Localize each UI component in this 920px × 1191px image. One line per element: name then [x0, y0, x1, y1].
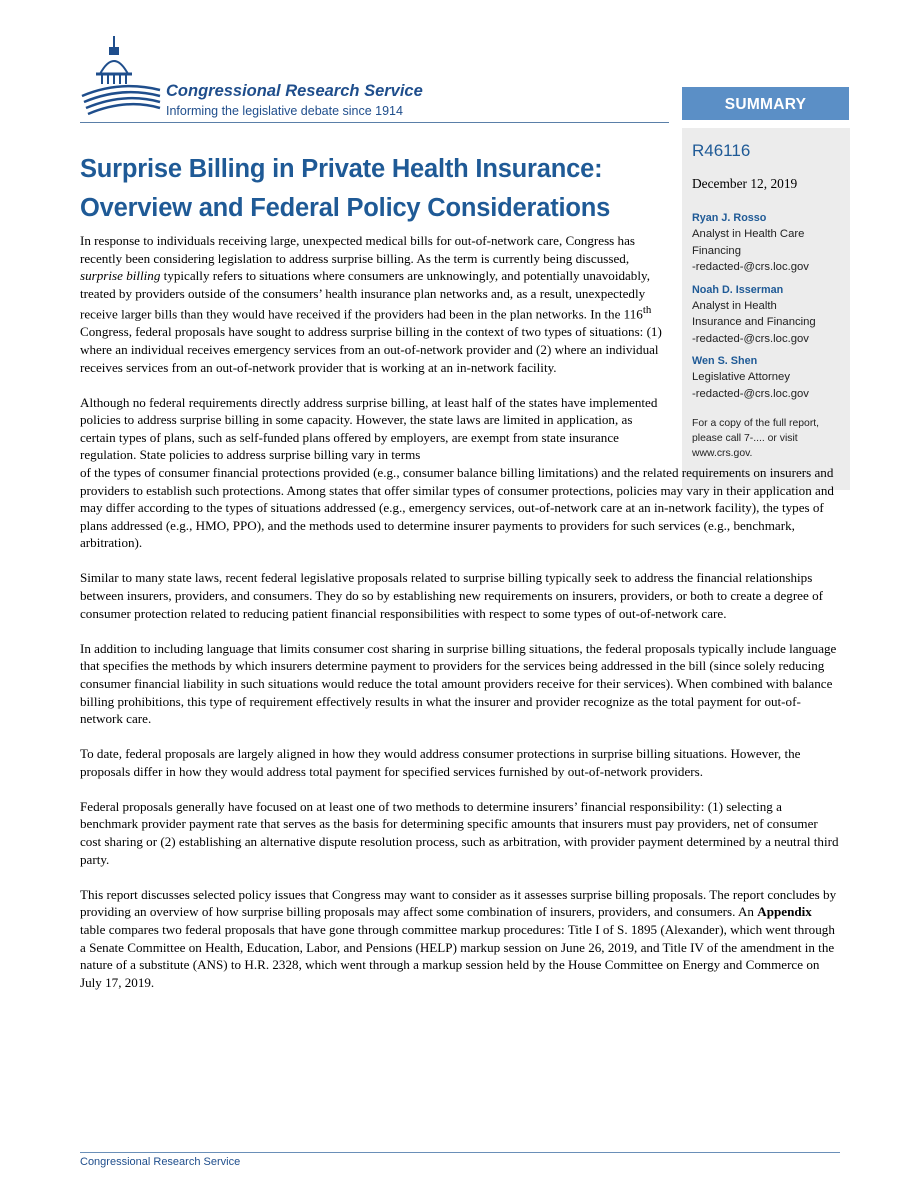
author-title: Financing	[692, 244, 741, 257]
paragraph-text: This report discusses selected policy issues that Congress may want to consider as it assesses surprise billing proposals. The report concludes by providing an overview of how surprise billing proposals may affect some combination of insurers, providers, and consumers. An	[80, 886, 837, 920]
term-emphasis: surprise billing	[80, 268, 161, 284]
author-email: -redacted-@crs.loc.gov	[692, 387, 809, 400]
summary-body	[80, 232, 840, 1009]
author-email: -redacted-@crs.loc.gov	[692, 332, 809, 345]
footer-org: Congressional Research Service	[80, 1156, 241, 1168]
paragraph-text: table compares two federal proposals that have gone through committee markup procedures: Title I of S. 1895 (Alexander), which went through a Senate Committee on Health, Education, Labor, and Pensions (HELP) markup session on June 26, 2019, and Title IV of the amendment in the nature of a substitute (ANS) to H.R. 2328, which went through a markup session held by the House Committee on Energy and Commerce on July 17, 2019.	[80, 921, 835, 990]
author-title: Analyst in Health	[692, 299, 777, 312]
org-name: Congressional Research Service	[166, 82, 423, 100]
report-title: Surprise Billing in Private Health Insurance: Overview and Federal Policy Considerations	[80, 155, 611, 222]
summary-paragraph	[80, 886, 840, 992]
paragraph-text: Although no federal requirements directly address surprise billing, at least half of the states have implemented policies to address surprise billing in some capacity. However, the state laws are limited in application, as certain types of plans, such as self-funded plans offered by employers, are exempt from state insurance regulation. State policies to address surprise billing vary in terms	[80, 394, 658, 463]
author-title: Insurance and Financing	[692, 316, 816, 328]
summary-paragraph: Federal proposals generally have focused on at least one of two methods to determine insurers’ financial responsibility: (1) selecting a benchmark provider payment rate that serves as the basis for determining specific amounts that insurers must pay providers, net of consumer cost sharing or (2) establishing an alternative dispute resolution process, such as arbitration, with provider payment determined by a neutral third party.	[80, 798, 839, 867]
footer-divider	[80, 1152, 840, 1153]
author-name: Wen S. Shen	[692, 355, 758, 367]
author-name: Noah D. Isserman	[692, 283, 784, 296]
org-tagline: Informing the legislative debate since 1914	[166, 104, 403, 118]
report-copy-note: For a copy of the full report, please call 7-.... or visit www.crs.gov.	[692, 418, 820, 459]
summary-header: SUMMARY	[682, 87, 849, 120]
author-email: -redacted-@crs.loc.gov	[692, 261, 809, 273]
summary-paragraph	[80, 232, 665, 376]
summary-paragraph	[80, 394, 840, 552]
superscript: th	[642, 304, 652, 317]
header-divider	[80, 122, 669, 123]
appendix-reference: Appendix	[757, 904, 812, 920]
report-number: R46116	[692, 141, 751, 160]
paragraph-text: Congress, federal proposals have sought to address surprise billing in the context of two types of situations: (1) where an individual receives emergency services from an out-of-network provider and (2) where an individual receives services from an out-of-network provider that is working at an in-network facility.	[80, 324, 662, 375]
paragraph-text: typically refers to situations where consumers are unknowingly, and potentially unavoidably, treated by providers outside of the consumers’ health insurance plan networks and, as a result, unexpectedly receive larger bills than they would have received if the providers had been in the plan networks. In the 116	[80, 268, 650, 322]
paragraph-text: In response to individuals receiving large, unexpected medical bills for out-of-network care, Congress has recently been considering legislation to address surprise billing. As the term is currently being discussed,	[80, 233, 635, 266]
report-date: December 12, 2019	[692, 176, 798, 191]
summary-paragraph: In addition to including language that limits consumer cost sharing in surprise billing situations, the federal proposals typically include language that specifies the methods by which insurers determine payment to providers for the services being addressed in the bill (since solely reducing consumer financial liability in such situations would reduce the total amount providers receive for their services). When combined with balance billing prohibitions, this type of requirement effectively results in what the insurer and provider recognize as the total payment for out-of-network care.	[80, 640, 837, 727]
summary-paragraph: Similar to many state laws, recent federal legislative proposals related to surprise billing typically seek to address the financial relationships between insurers, providers, and consumers. They do so by establishing new requirements on insurers, providers, or both to create a degree of consumer protection related to reducing patient financial responsibilities with respect to some types of out-of-network care.	[80, 570, 823, 621]
summary-paragraph: To date, federal proposals are largely aligned in how they would address consumer protections in surprise billing situations. However, the proposals differ in how they would address total payment for specified services furnished by out-of-network providers.	[80, 746, 801, 779]
paragraph-text: of the types of consumer financial protections provided (e.g., consumer balance billing limitations) and the related requirements on insurers and providers to establish such protections. Among states that offer similar types of consumer protections, policies may vary in their application and may differ according to the types of situations addressed (e.g., emergency services, out-of-network care at an in-network facility), the types of plans addressed (e.g., HMO, PPO), and the methods used to determine insurer payments to providers for such services (e.g., benchmark, arbitration).	[80, 464, 834, 551]
author-title: Legislative Attorney	[692, 371, 790, 383]
crs-logo	[80, 30, 680, 125]
author-title: Analyst in Health Care	[692, 228, 805, 240]
capitol-dome-icon	[80, 30, 164, 122]
author-name: Ryan J. Rosso	[692, 212, 767, 224]
